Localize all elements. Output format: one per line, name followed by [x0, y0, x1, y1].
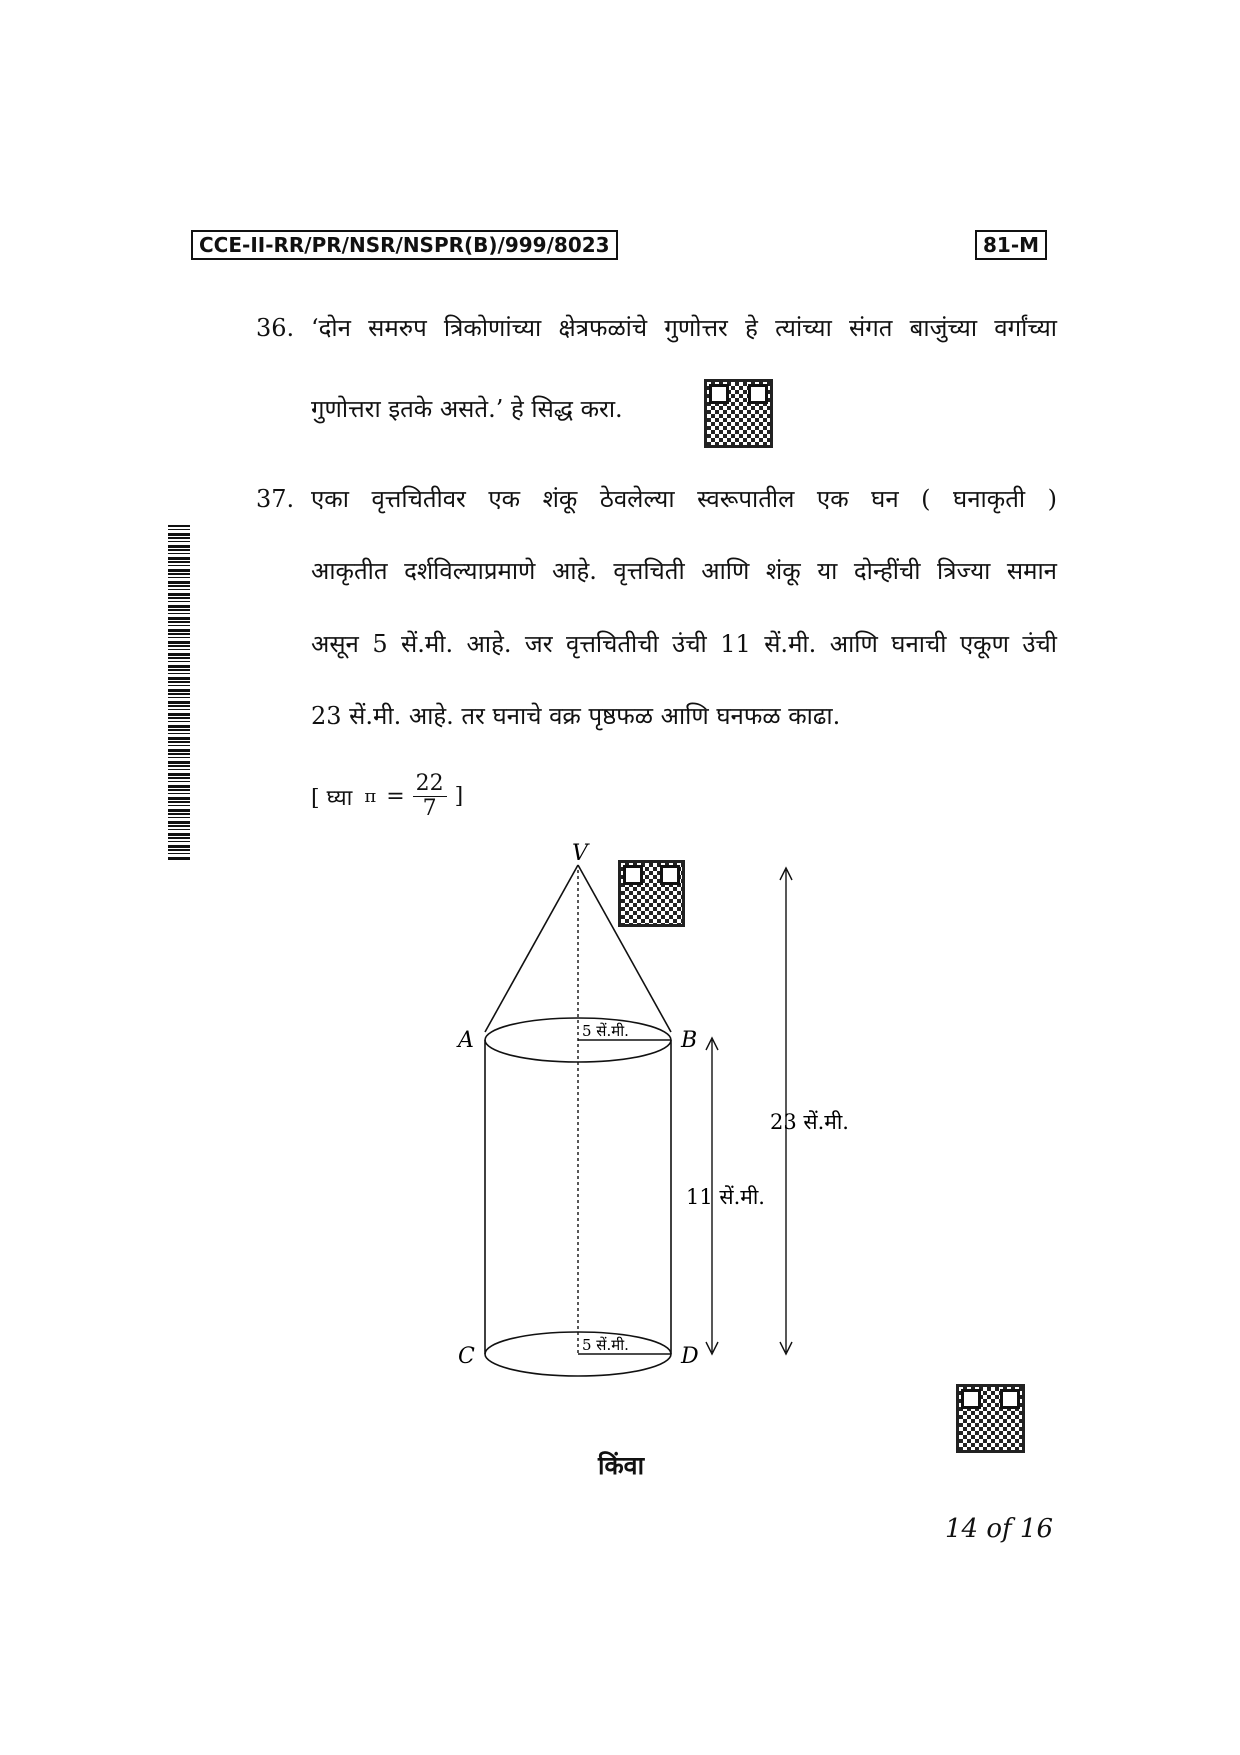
question-36-number: 36.	[256, 314, 295, 342]
or-separator: किंवा	[598, 1451, 645, 1480]
label-c: C	[458, 1344, 475, 1369]
page-total: 16	[1019, 1514, 1053, 1544]
total-height-label: 23 सें.मी.	[770, 1110, 849, 1134]
question-37-number: 37.	[256, 485, 295, 513]
pi-equals: =	[386, 784, 405, 809]
qr-code-bottom	[956, 1384, 1025, 1453]
question-37-line-2: आकृतीत दर्शविल्याप्रमाणे आहे. वृत्तचिती आणि शंकू या दोन्हींची त्रिज्या समान	[311, 557, 1057, 585]
question-36-line-2: गुणोत्तरा इतके असते.’ हे सिद्ध करा.	[311, 395, 623, 423]
radius-top-label: 5 सें.मी.	[582, 1022, 629, 1040]
paper-code: CCE-II-RR/PR/NSR/NSPR(B)/999/8023	[191, 230, 618, 260]
question-36-line-1: ‘दोन समरुप त्रिकोणांच्या क्षेत्रफळांचे गुणोत्तर हे त्यांच्या संगत बाजुंच्या वर्गांच्या	[311, 314, 1057, 342]
question-37-line-1: एका वृत्तचितीवर एक शंकू ठेवलेल्या स्वरूपातील एक घन ( घनाकृती )	[311, 485, 1057, 513]
label-b: B	[681, 1028, 698, 1053]
label-d: D	[681, 1344, 699, 1369]
pi-hint-close: ]	[454, 784, 464, 809]
label-v: V	[572, 841, 588, 866]
pi-hint-open: [ घ्या	[311, 785, 353, 811]
cone-right-edge	[578, 865, 671, 1032]
page-current: 14	[945, 1514, 979, 1544]
pi-numerator: 22	[413, 772, 447, 797]
radius-bottom-label: 5 सें.मी.	[582, 1336, 629, 1354]
page-number	[945, 1514, 1053, 1544]
cylinder-height-label: 11 सें.मी.	[686, 1185, 765, 1209]
paper-id: 81-M	[975, 230, 1047, 260]
pi-symbol: π	[364, 786, 377, 807]
pi-denominator: 7	[422, 796, 437, 821]
question-37-line-3: असून 5 सें.मी. आहे. जर वृत्तचितीची उंची 11 सें.मी. आणि घनाची एकूण उंची	[311, 630, 1057, 658]
question-37-line-4: 23 सें.मी. आहे. तर घनाचे वक्र पृष्ठफळ आणि घनफळ काढा.	[311, 702, 841, 730]
cone-left-edge	[485, 865, 578, 1032]
page-of: of	[986, 1514, 1012, 1544]
label-a: A	[458, 1028, 474, 1053]
